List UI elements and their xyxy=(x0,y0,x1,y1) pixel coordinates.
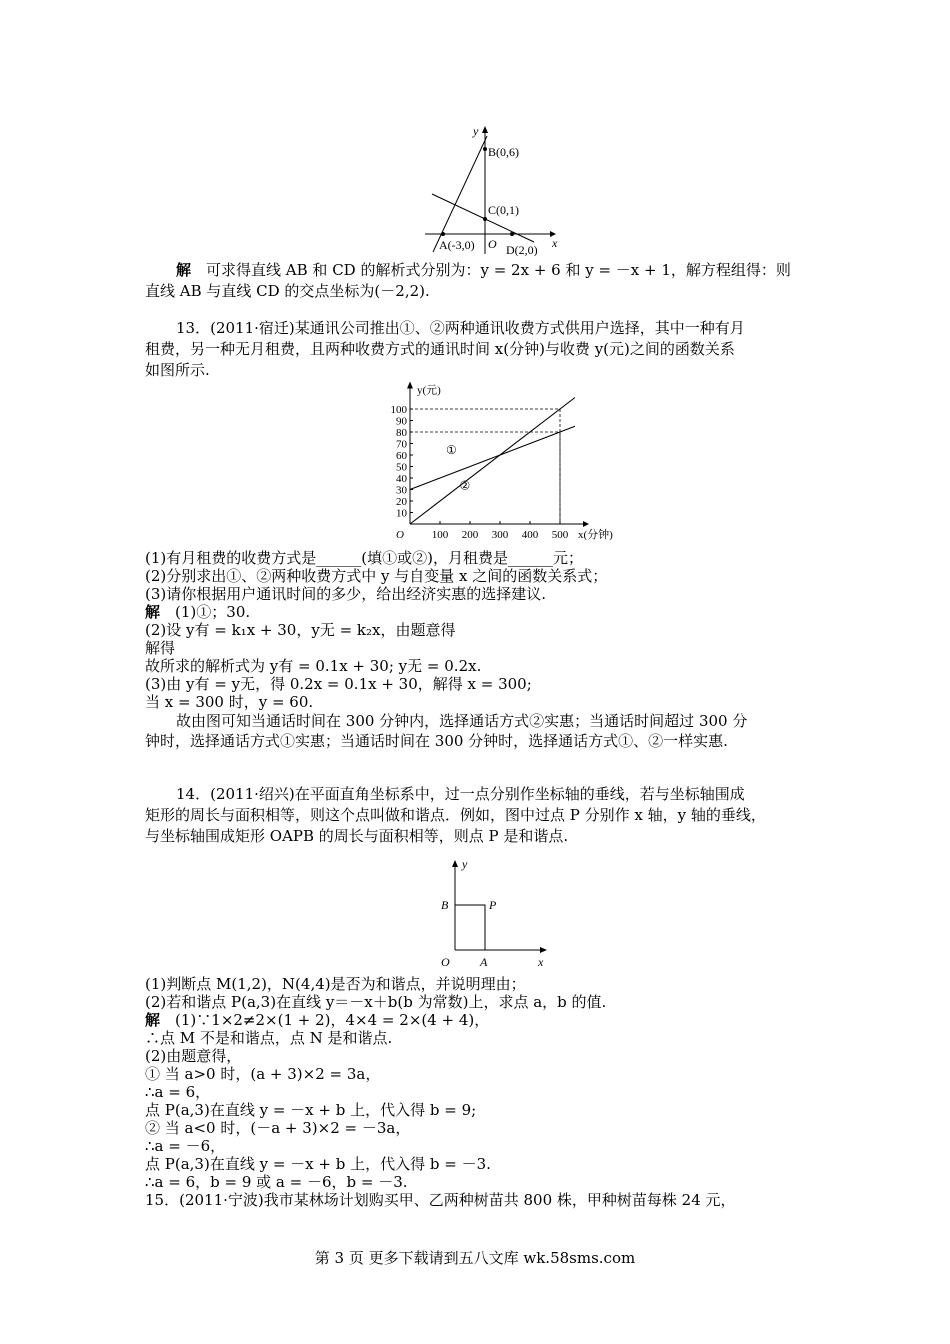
chart-x-tick-label: 300 xyxy=(491,529,509,541)
fig1-line-cd xyxy=(432,194,534,242)
fig1-y-arrow xyxy=(482,126,488,133)
chart-x-axis-label: x(分钟) xyxy=(578,529,613,541)
chart-y-tick-label: 50 xyxy=(396,461,407,474)
solution-13-line-5: (3)由 y有 = y无，得 0.2x = 0.1x + 30，解得 x = 300; xyxy=(145,675,532,693)
chart-x-arrow xyxy=(583,521,589,527)
chart-x-tick-label: 200 xyxy=(461,529,479,541)
solution-14-line-9: 点 P(a,3)在直线 y = －x + b 上，代入得 b = －3. xyxy=(145,1155,491,1173)
fig3-label-a: A xyxy=(480,955,488,969)
chart-y-arrow xyxy=(407,382,413,389)
question-14-part-2: (2)若和谐点 P(a,3)在直线 y＝－x＋b(b 为常数)上，求点 a，b 的值. xyxy=(145,993,607,1011)
figure-rectangle-oapb xyxy=(435,856,555,971)
solution-14-line-10: ∴a = 6，b = 9 或 a = －6，b = －3. xyxy=(145,1173,408,1191)
question-13-line-1: 13．(2011·宿迁)某通讯公司推出①、②两种通讯收费方式供用户选择，其中一种有月 xyxy=(176,319,745,337)
chart-x-tick-label: 100 xyxy=(431,529,449,541)
chart-y-tick-label: 100 xyxy=(390,404,407,416)
solution-14-line-5: ∴a = 6， xyxy=(145,1083,211,1101)
fig3-label-p: P xyxy=(489,898,497,912)
solution-14-lead: 解 xyxy=(145,1011,161,1029)
fig1-y-label: y xyxy=(473,124,479,138)
fig1-point-a xyxy=(441,232,445,236)
solution-14-text-1: (1)∵1×2≠2×(1 + 2)，4×4 = 2×(4 + 4)， xyxy=(175,1011,490,1029)
question-13-line-2: 租费，另一种无月租费，且两种收费方式的通讯时间 x(分钟)与收费 y(元)之间的函数关系 xyxy=(145,340,735,358)
fig3-x-arrow xyxy=(540,947,547,953)
fig3-y-label: y xyxy=(462,857,468,871)
fig1-label-b: B(0,6) xyxy=(488,145,519,159)
solution-13-line-2: (2)设 y有 = k₁x + 30，y无 = k₂x，由题意得 xyxy=(145,621,456,639)
chart-series-label-2: ② xyxy=(459,478,471,493)
question-13-part-2: (2)分别求出①、②两种收费方式中 y 与自变量 x 之间的函数关系式； xyxy=(145,567,608,585)
solution-12-lead: 解 xyxy=(176,261,192,279)
solution-13-line-8: 钟时，选择通话方式①实惠；当通话时间在 300 分钟时，选择通话方式①、②一样实惠. xyxy=(145,732,728,750)
chart-y-tick-label: 80 xyxy=(396,427,407,439)
question-13-line-3: 如图所示. xyxy=(145,361,210,379)
chart-origin-label: O xyxy=(396,529,404,541)
chart-x-tick-label: 500 xyxy=(551,529,569,541)
chart-y-tick-label: 20 xyxy=(396,496,407,508)
chart-y-tick-label: 40 xyxy=(396,473,407,485)
fig1-label-o: O xyxy=(488,237,497,251)
question-13-part-3: (3)请你根据用户通讯时间的多少，给出经济实惠的选择建议. xyxy=(145,585,547,603)
chart-y-axis-label: y(元) xyxy=(417,384,441,397)
fig3-rectangle xyxy=(455,905,485,950)
solution-12-line-1 xyxy=(176,260,791,280)
solution-14-line-6: 点 P(a,3)在直线 y = －x + b 上，代入得 b = 9; xyxy=(145,1101,477,1119)
solution-14-line-1 xyxy=(145,1010,489,1030)
fig1-label-a: A(-3,0) xyxy=(439,238,475,252)
solution-14-line-8: ∴a = －6， xyxy=(145,1137,226,1155)
chart-y-tick-label: 10 xyxy=(396,507,407,520)
chart-y-tick-label: 60 xyxy=(396,450,407,462)
question-15-line-1: 15．(2011·宁波)我市某林场计划购买甲、乙两种树苗共 800 株，甲种树苗每株 24 元， xyxy=(145,1191,736,1209)
chart-y-tick-label: 30 xyxy=(396,484,407,497)
chart-y-tick-label: 70 xyxy=(396,438,407,451)
solution-13-line-7: 故由图可知当通话时间在 300 分钟内，选择通话方式②实惠；当通话时间超过 300 分 xyxy=(176,712,748,730)
question-14-part-1: (1)判断点 M(1,2)，N(4,4)是否为和谐点，并说明理由； xyxy=(145,975,526,993)
fig1-point-c xyxy=(483,217,487,221)
chart-tariff-plans xyxy=(360,372,625,544)
solution-14-line-3: (2)由题意得， xyxy=(145,1047,242,1065)
fig1-point-b xyxy=(483,147,487,151)
page-footer: 第 3 页 更多下载请到五八文库 wk.58sms.com xyxy=(314,1249,636,1267)
fig3-label-b: B xyxy=(441,898,449,912)
solution-13-line-3: 解得 xyxy=(145,639,176,657)
solution-14-line-2: ∴点 M 不是和谐点，点 N 是和谐点. xyxy=(145,1029,393,1047)
solution-12-text-1: 可求得直线 AB 和 CD 的解析式分别为：y = 2x + 6 和 y = －x + 1，解方程组得：则 xyxy=(206,261,791,279)
solution-13-line-4: 故所求的解析式为 y有 = 0.1x + 30; y无 = 0.2x. xyxy=(145,657,482,675)
solution-14-line-4: ① 当 a>0 时，(a + 3)×2 = 3a， xyxy=(145,1065,381,1083)
fig3-y-arrow xyxy=(452,860,458,867)
fig1-x-label: x xyxy=(552,236,558,250)
figure-lines-ab-cd xyxy=(425,124,565,256)
solution-12-line-2: 直线 AB 与直线 CD 的交点坐标为(－2,2). xyxy=(145,282,430,300)
fig1-point-d xyxy=(510,232,514,236)
question-14-line-2: 矩形的周长与面积相等，则这个点叫做和谐点．例如，图中过点 P 分别作 x 轴，y 轴的垂线， xyxy=(145,806,766,824)
fig1-label-d: D(2,0) xyxy=(506,243,538,256)
solution-13-answer-1: (1)①；30. xyxy=(175,603,251,621)
fig3-label-o: O xyxy=(441,955,450,969)
question-14-line-3: 与坐标轴围成矩形 OAPB 的周长与面积相等，则点 P 是和谐点. xyxy=(145,827,569,845)
question-13-part-1: (1)有月租费的收费方式是______(填①或②)，月租费是______元； xyxy=(145,549,583,567)
solution-13-lead: 解 xyxy=(145,603,161,621)
chart-series-line-2 xyxy=(410,398,575,525)
fig1-label-c: C(0,1) xyxy=(488,203,519,217)
solution-14-line-7: ② 当 a<0 时，(－a + 3)×2 = －3a， xyxy=(145,1119,411,1137)
chart-series-label-1: ① xyxy=(446,442,457,457)
solution-13-line-1 xyxy=(145,602,250,622)
chart-y-tick-label: 90 xyxy=(396,415,407,428)
fig3-x-label: x xyxy=(538,955,544,969)
chart-series-line-1 xyxy=(410,426,575,489)
solution-13-line-6: 当 x = 300 时，y = 60. xyxy=(145,693,314,711)
question-14-line-1: 14．(2011·绍兴)在平面直角坐标系中，过一点分别作坐标轴的垂线，若与坐标轴围成 xyxy=(176,785,745,803)
chart-x-tick-label: 400 xyxy=(521,529,539,541)
